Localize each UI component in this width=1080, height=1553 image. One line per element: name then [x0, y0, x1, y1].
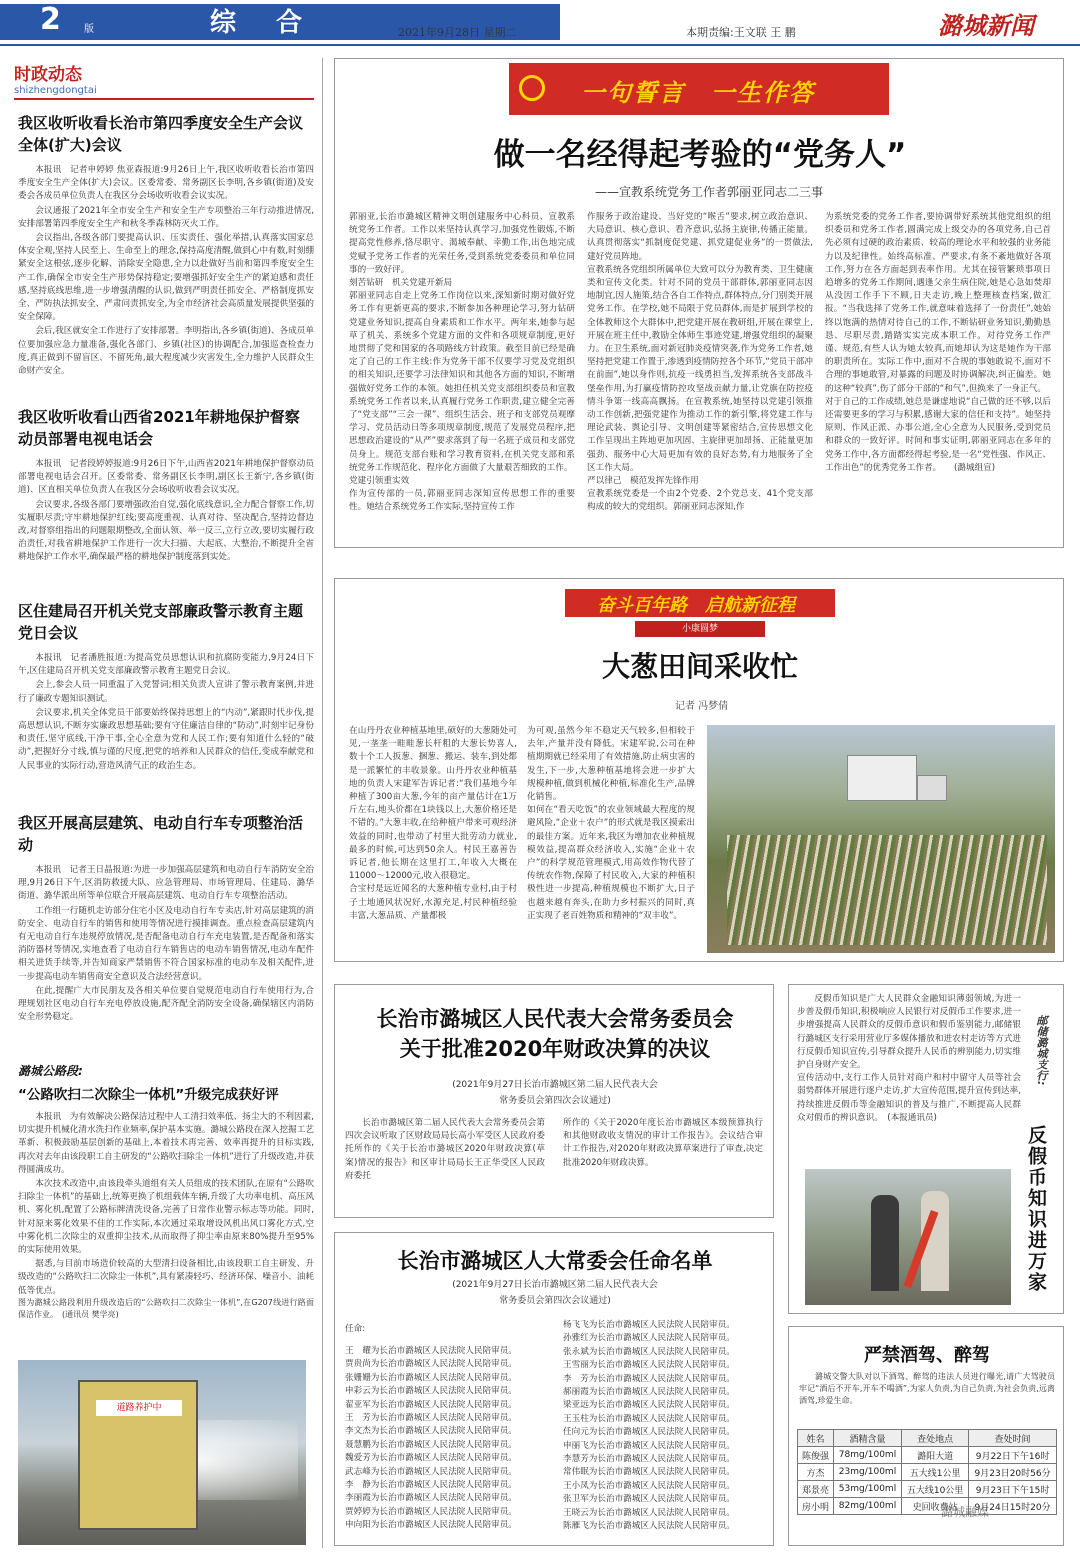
paragraph: 本报讯 记者王日晶报道:为进一步加强高层建筑和电动自行车消防安全治理,9月26日下午,区消防救援大队、应急管理局、市场管理局、住建局、潞华街道、潞华派出所等单位联合开展高层建筑、电动自行车专项整治活动。	[18, 865, 314, 902]
feature2-byline: 记者 冯梦倩	[675, 701, 729, 712]
article-headline: 我区收听收看长治市第四季度安全生产会议全体(扩大)会议	[18, 114, 304, 154]
appointee: 魏爱芳为长治市潞城区人民法院人民陪审员。	[345, 1453, 517, 1464]
appointee: 孙雅红为长治市潞城区人民法院人民陪审员。	[563, 1333, 735, 1344]
paragraph: 本报讯 记者申婷婷 焦亚森报道:9月26日上午,我区收听收看长治市第四季度安全生产全体(扩大)会议。区委常委、常务副区长李明,各乡镇(街道)及安委会各成员单位负责人在我区分会场收听收看会议实况。	[18, 165, 314, 202]
resolution-title-line2: 关于批准2020年财政决算的决议	[399, 1037, 711, 1061]
mist-spray	[198, 1420, 298, 1500]
article-body	[18, 458, 314, 583]
appointee: 武志峰为长治市潞城区人民法院人民陪审员。	[345, 1466, 517, 1477]
party-emblem-icon	[519, 75, 545, 101]
table-row	[798, 1447, 1057, 1464]
feature-subheadline: ——宣教系统党务工作者郭丽亚同志二三事	[595, 185, 824, 199]
paragraph: 会后,我区就安全工作进行了安排部署。李明指出,各乡镇(街道)、各成员单位要加强应急力量准备,强化各部门、乡镇(社区)的协调配合,加强巡查检查力度,真正做到不留盲区、不留死角,最大程度减少灾害发生,全力维护人民群众生命财产安全。	[18, 326, 314, 377]
appointee: 王小凤为长治市潞城区人民法院人民陪审员。	[563, 1480, 735, 1491]
appointee: 王雪丽为长治市潞城区人民法院人民陪审员。	[563, 1360, 735, 1371]
article-body	[18, 1111, 314, 1296]
article-farmland	[18, 406, 314, 583]
column-title: 时政动态	[14, 65, 82, 85]
article-headline: “公路吹扫二次除尘一体机”升级完成获好评	[18, 1087, 279, 1103]
feature-banner	[509, 63, 889, 115]
appointment-list-1	[345, 1345, 549, 1533]
feature-column-1: 郭丽亚,长治市潞城区精神文明创建服务中心科员、宣教系统党务工作者。工作以来坚持认真学习,加强党性锻炼,不断提高党性修养,恪尽职守、渴城奉献、幸勤工作,出色地完成党赋予党务工作者的光荣任务,受到系统党委委员和单位同事的一致好评。 刻苦钻研 机关党建开新局 郭丽亚同志自走上党务工作岗位以来,深知新时期对做好党务工作有更新更高的要求,不断参加各种理论学习,努力钻研党建业务知识,提高自身素质和工作水平。两年来,她参与起草了机关、系统多个党建方面的文件和各项规章制度,更好地贯彻了党和国家的各项路线方针政策。截至目前已经是确定了自己的工作主线:作为党务干部不仅要学习党及党组织的相关知识,还要学习法律知识和其他各方面的知识,不断增强做好党务工作的本领。她担任机关党支部组织委员和宣教系统党务工作者以来,认真履行党务工作职责,建立健全完善了“党支部”“三会一课”、组织生活会、班子和支部党员观摩学习、党员活动日等多项规章制度,规范了发展党员程序,把思想政治建设的“从严”要求落到了每一名班子成员和支部党员身上。规范支部台账和学习教育资料,在机关党支部和系统党务工作规范化、程序化方面做了大量艰苦细致的工作。 党建引领重实效 作为宣传部的一员,郭丽亚同志深知宣传思想工作的重要性。她结合系统党务工作实际,坚持宣传工作	[349, 212, 575, 513]
article-safety	[18, 112, 314, 377]
article-headline: 我区开展高层建筑、电动自行车专项整治活动	[18, 814, 304, 854]
banner-slogan: 一句誓言 一生作答	[581, 78, 815, 107]
appointee: 常伟眠为长治市潞城区人民法院人民陪审员。	[563, 1467, 735, 1478]
article-body	[18, 164, 314, 377]
appointee: 李文杰为长治市潞城区人民法院人民陪审员。	[345, 1426, 517, 1437]
table-cell: 陈俊强	[798, 1447, 834, 1464]
resolution-column-1: 长治市潞城区第二届人民代表大会常务委员会第四次会议听取了区财政局局长高小军受区人民政府委托所作的《关于长治市潞城区2020年财政决算(草案)情况的报告》和区审计局局长王正华受区人民政府委托	[345, 1118, 545, 1181]
table-cell: 9月23日20时56分	[969, 1464, 1057, 1481]
feature2-headline: 大葱田间采收忙	[601, 650, 798, 683]
drunk-driving-intro: 潞城交警大队对以下酒驾、醉驾的违法人员进行曝光,请广大驾驶员牢记“酒后不开车,开车不喝酒”,为家人负责,为自己负责,为社会负责,远离酒驾,珍爱生命。	[799, 1372, 1055, 1405]
postal-vertical-title: 反假币知识进万家	[1025, 1125, 1047, 1293]
appointment-sub-line2: 常务委员会第四次会议通过)	[499, 1296, 611, 1306]
paragraph: 会上,参会人员一同重温了入党誓词;相关负责人宣讲了警示教育案例,并进行了廉政专题知识测试。	[18, 680, 314, 704]
person-shape	[871, 1195, 899, 1291]
drunk-driving-box	[788, 1326, 1064, 1546]
article-body	[18, 864, 314, 1034]
appointee: 张姗姗为长治市潞城区人民法院人民陪审员。	[345, 1372, 517, 1383]
table-row	[798, 1464, 1057, 1481]
article-body	[18, 652, 314, 792]
article-kicker: 潞城公路段:	[18, 1064, 83, 1078]
appointee: 张卫军为长治市潞城区人民法院人民陪审员。	[563, 1494, 735, 1505]
appointee: 梁亚远为长治市潞城区人民法院人民陪审员。	[563, 1400, 735, 1411]
feature2-column-2: 为可观,虽然今年不稳定天气较多,但相较于去年,产量并没有降低。宋建军说,公司在种植期期就已经采用了有效措施,防止病虫害的发生,下一步,大葱种植基地将会进一步扩大规模种植,做到机械化种植,标准化生产,品牌化销售。 如何在“看天吃饭”的农业领域最大程度的规避风险,“企业＋农户”的形式就是我区摸索出的最佳方案。近年来,我区为增加农业种植规模效益,提高群众经济收入,实施“企业＋农户”的科学规范管理模式,用高效作物代替了传统农作物,保障了村民收入,大家的种植积极性进一步提高,种植规模也不断扩大,日子也越来越有奔头,在助力乡村振兴的同时,真正实现了老百姓物质和精神的“双丰收”。	[527, 726, 695, 921]
appointee: 王 耀为长治市潞城区人民法院人民陪审员。	[345, 1346, 517, 1356]
appointee: 张永斌为长治市潞城区人民法院人民陪审员。	[563, 1346, 735, 1357]
column-divider	[322, 58, 323, 1548]
paragraph: 本次技术改造中,由该段牵头道组有关人员组成的技术团队,在原有“公路吹扫除尘一体机”的基础上,统筹更换了机组载体车辆,升级了大功率电机、高压风机、雾化机,配置了公路标牌清洗设备,完善了日常作业警示标志等功能。同时,针对原来雾化效果不佳的工作实际,本次通过采取增设风机出风口雾化方式,空中雾化机二次除尘的双重抑尘技术,从而取得了抑尘率由原来80%提升至95%的实际使用效果。	[18, 1179, 314, 1256]
appointee: 贾贵尚为长治市潞城区人民法院人民陪审员。	[345, 1359, 517, 1370]
appointee: 聂慧鹏为长治市潞城区人民法院人民陪审员。	[345, 1439, 517, 1450]
table-cell: 史回收费站	[902, 1498, 969, 1515]
appointment-label: 任命:	[345, 1324, 366, 1334]
appointee: 任向元为长治市潞城区人民法院人民陪审员。	[563, 1427, 735, 1438]
table-row	[798, 1481, 1057, 1498]
appointment-box	[334, 1232, 774, 1546]
article-headline: 区住建局召开机关党支部廉政警示教育主题党日会议	[18, 602, 304, 642]
resolution-box	[334, 984, 774, 1218]
postal-bank-photo	[805, 1169, 1011, 1305]
appointee: 申向阳为长治市潞城区人民法院人民陪审员。	[345, 1520, 517, 1531]
table-cell: 五大线1公里	[902, 1464, 969, 1481]
table-row	[798, 1498, 1057, 1515]
paragraph: 会议指出,各级各部门要提高认识、压实责任、强化举措,认真落实国家总体安全观,坚持人民至上、生命至上的理念,保持高度清醒,做到心中有数,时刻绷紧安全这根弦,逐步化解、消除安全隐患,全力以赴做好当前和第四季度安全生产工作,确保全市安全生产形势保持稳定;要增强抓好安全生产的紧迫感和责任感,坚持底线思维,进一步增强清醒的认识,做到严明责任抓安全、严格制度抓安全、严防执法抓安全、严肃问责抓安全,为全市经济社会高质量发展提供坚强的安全保障。	[18, 233, 314, 323]
feature-column-2: 作服务于政治建设、当好党的“喉舌”要求,树立政治意识、大局意识、核心意识、看齐意识,弘扬主旋律,传播正能量。认真贯彻落实“抓制度促党建、抓党建促业务”的一贯做法,建好党员阵地。 宣教系统各党组织所属单位大致可以分为教育类、卫生健康类和宣传文化类。针对不同的党员干部群体,郭丽亚同志因地制宜,因人施策,结合各自工作特点,群体特点,分门别类开展党务工作。在学校,她不局限于党员群体,而是扩展到学校的全体教师这个大群体中,把党建开展在教研组,开展在课堂上,开展在班主任中,教励全体师生事迹党建,增强党组织的凝聚力。在卫生系统,面对新冠肺炎疫情突袭,作为党务工作者,她坚持把党建工作置于,渗透到疫情防控各个环节,“党员干部冲在前面”,她以身作则,抗疫一线勇担当,发挥系统各支部战斗堡垒作用,为打赢疫情防控攻坚战贡献力量,让党旗在防控疫情斗争第一线高高飘扬。在宣教系统,她坚持以党建引领推动工作创新,把强党建作为推动工作的新引擎,将党建工作与理论武装、舆论引导、文明创建等紧密结合,宣传思想文化工作呈现出主阵地更加巩固、主旋律更加昂扬、正能量更加强劲、服务中心大局更加有效的良好态势,有力地服务了全区工作大局。 严以律己 模范发挥先锋作用 宣教系统党委是一个由2个党委、2个党总支、41个党支部构成的较大的党组织。郭丽亚同志深知,作	[587, 212, 813, 513]
appointee: 李 芳为长治市潞城区人民法院人民陪审员。	[563, 1373, 735, 1384]
drunk-driving-title: 严禁酒驾、醉驾	[864, 1345, 990, 1366]
appointment-sub-line1: (2021年9月27日长治市潞城区第二届人民代表大会	[452, 1280, 658, 1290]
appointee: 申丽飞为长治市潞城区人民法院人民陪审员。	[563, 1440, 735, 1451]
scallion-pile	[727, 835, 1047, 945]
drunk-driving-table	[797, 1429, 1057, 1515]
paragraph: 据悉,与目前市场造价较高的大型清扫设备相比,由该段职工自主研发、升级改造的“公路吹扫二次除尘一体机”,具有紧凑轻巧、经济环保、噪音小、油耗低等优点。	[18, 1259, 314, 1296]
editors: 本期责编:王文联 王 鹏	[686, 26, 796, 39]
watermark: 潞城融媒	[941, 1505, 990, 1519]
appointee: 李 静为长治市潞城区人民法院人民陪审员。	[345, 1480, 517, 1491]
newspaper-logo: 潞城新闻	[938, 11, 1034, 40]
resolution-column-2: 所作的《关于2020年度长治市潞城区本级预算执行和其他财政收支情况的审计工作报告》。会议结合审计工作报告,对2020年财政决算草案进行了审查,决定批准2020年财政决算。	[563, 1118, 763, 1168]
table-cell: 9月22日下午16时	[969, 1447, 1057, 1464]
issue-date: 2021年9月28日 星期二	[398, 26, 517, 39]
table-cell: 9月23日下午15时	[969, 1481, 1057, 1498]
appointee: 郝丽霞为长治市潞城区人民法院人民陪审员。	[563, 1387, 735, 1398]
paragraph: 工作组一行随机走访部分住宅小区及电动自行车专卖店,针对高层建筑的消防安全、电动自行车的销售和使用等情况进行摸排调查。重点检查高层建筑内有无电动自行车违规停放情况,是否配备电动自行车充电装置,是否配备和落实消防器材等情况,实地查看了电动自行车销售店的电动车销售情况,电动车配件相关进货手续等,并告知商家严禁销售不符合国家标准的电动车及相关配件,进一步提高电动车销售商安全意识及合法经营意识。	[18, 905, 314, 982]
article-fire-safety	[18, 812, 314, 1034]
table-header: 姓名	[798, 1430, 834, 1447]
table-cell: 9月24日15时20分	[969, 1498, 1057, 1515]
table-header: 酒精含量	[833, 1430, 901, 1447]
postal-bank-box	[788, 984, 1064, 1314]
feature-scallion-harvest	[334, 578, 1064, 962]
resolution-title-line1: 长治市潞城区人民代表大会常务委员会	[376, 1007, 734, 1031]
appointee: 王玉柱为长治市潞城区人民法院人民陪审员。	[563, 1413, 735, 1424]
edition-label: 版	[84, 24, 94, 35]
feature-headline: 做一名经得起考验的“党务人”	[493, 137, 907, 173]
feature2-banner	[565, 589, 835, 617]
edition-number: 2	[40, 2, 61, 37]
appointee: 王 芳为长治市潞城区人民法院人民陪审员。	[345, 1413, 517, 1424]
appointee: 翟亚军为长治市潞城区人民法院人民陪审员。	[345, 1399, 517, 1410]
table-header: 查处地点	[902, 1430, 969, 1447]
banner-slogan: 奋斗百年路 启航新征程	[597, 595, 795, 616]
truck-sign: 道路养护中	[96, 1400, 182, 1416]
appointee: 杨飞飞为长治市潞城区人民法院人民陪审员。	[563, 1320, 735, 1330]
table-cell: 53mg/100ml	[833, 1481, 901, 1498]
table-cell: 78mg/100ml	[833, 1447, 901, 1464]
appointee: 贾婷婷为长治市潞城区人民法院人民陪审员。	[345, 1506, 517, 1517]
paragraph: 本报讯 记者潘胜报道:为提高党员思想认识和抗腐防变能力,9月24日下午,区住建局召开机关党支部廉政警示教育主题党日会议。	[18, 653, 314, 677]
paragraph: 本报讯 为有效解决公路保洁过程中人工清扫效率低、扬尘大的不利因素,切实提升机械化清水洗扫作业频率,保护基本实施。潞城公路段在深入挖掘工艺革新、积极鼓励基层创新的基础上,本着技术再完善、效率再提升的目标实践,再次对去年由该段职工自主研发的“公路吹扫除尘一体机”进行了升级改造,并获得圆满成功。	[18, 1112, 314, 1175]
table-header: 查处时间	[969, 1430, 1057, 1447]
appointee: 陈雁飞为长治市潞城区人民法院人民陪审员。	[563, 1521, 735, 1532]
column-header	[14, 60, 314, 100]
appointee: 王晓云为长治市潞城区人民法院人民陪审员。	[563, 1507, 735, 1518]
feature2-column-1: 在山丹丹农业种植基地里,硕好的大葱随处可见,一垄垄一畦畦葱长杆粗的大葱长势喜人,数十个工人扳葱、捆葱、搬运、装车,到处都是一派繁忙的丰收景象。山丹丹农业种植基地的负责人宋建军告诉记者:“我们基地今年种植了300亩大葱,今年的亩产量估计在1万斤左右,地头价都在1块钱以上,大葱价格还是不错的。”大葱丰收,在给种植户带来可观经济效益的同时,也带动了村里大批劳动力就业,最多的时候,可达到50余人。村民王嘉善告诉记者,他长期在这里打工,年收入大概在11000～12000元,收入很稳定。 合宝村是远近闻名的大葱种植专业村,由于村子土地通风状况好,水源充足,村民种植经验丰富,大葱品质、产量都极	[349, 726, 517, 921]
paragraph: 在此,提醒广大市民朋友及各相关单位要自觉规范电动自行车使用行为,合理规划社区电动自行车充电停放设施,配齐配全消防安全设备,确保辖区内消防安全形势稳定。	[18, 985, 314, 1023]
truck-shape	[847, 755, 917, 801]
table-cell: 五大线10公里	[902, 1481, 969, 1498]
resolution-sub-line2: 常务委员会第四次会议通过)	[499, 1096, 611, 1106]
appointee: 申彩云为长治市潞城区人民法院人民陪审员。	[345, 1386, 517, 1397]
masthead-rule	[0, 44, 1080, 46]
table-cell: 23mg/100ml	[833, 1464, 901, 1481]
postal-vertical-kicker: 邮储潞城支行:	[1035, 1015, 1048, 1086]
paragraph: 本报讯 记者段婷婷报道:9月26日下午,山西省2021年耕地保护督察动员部署电视电话会召开。区委常委、常务副区长李明,副区长王新宁,各乡镇(街道)、区直相关单位负责人在我区分会场收听收看会议实况。	[18, 459, 314, 496]
table-cell: 郑景亮	[798, 1481, 834, 1498]
road-cleaner-photo	[18, 1360, 306, 1545]
article-road-cleaner	[18, 1062, 314, 1325]
paragraph: 会议要求,各级各部门要增强政治自觉,强化底线意识,全力配合督察工作,切实履职尽责;守牢耕地保护红线;要高度重视、认真对待、坚决配合,坚持边督边改,对督察组指出的问题限期整改,全面认领、举一反三,立行立改,要切实履行政治责任,对我省耕地保护工作进行一次大扫描、大起底、大整治,不断提升全省耕地保护工作水平,确保最严格的耕地保护制度落到实处。	[18, 499, 314, 563]
table-cell: 房小明	[798, 1498, 834, 1515]
article-headline: 我区收听收看山西省2021年耕地保护督察动员部署电视电话会	[18, 408, 300, 448]
table-cell: 方杰	[798, 1464, 834, 1481]
appointee: 李慧芳为长治市潞城区人民法院人民陪审员。	[563, 1454, 735, 1465]
section-name: 综合	[210, 8, 343, 38]
feature-column-3: 为系统党委的党务工作者,要协调带好系统其他党组织的组织委员和党务工作者,圆满完成上级交办的各项党务,自己首先必须有过硬的政治素质、较高的理论水平和较强的业务能力以及纪律性。始终高标准、严要求,有条不紊地做好各项工作,努力在各方面起到表率作用。尤其在接管繁琐事项日趋增多的党务工作期间,遇逢父亲生病住院,她是心急如焚却从没因工作手下不顾,日夫走访,晚上整理核查档案,做汇报。“当我选择了党务工作,就意味着选择了一份责任”,她始终以饱满的热情对待自己的工作,不断钻研业务知识,勤勤恳恳、尽职尽责,踏踏实实完成本职工作。对待党务工作严谨、规范,有些人认为她太较真,而她却认为这是她作为干部的职责所在。实际工作中,面对不合规的事她敢说不,面对不合理的事她敢管,对暴露的问题及时协调解决,纠正偏差。她的这种“较真”,伤了部分干部的“和气”,但换来了一身正气。 对于自己的工作成绩,她总是谦虚地说“自己做的还不够,以后还需要更多的学习与积累,感谢大家的信任和支持”。她坚持原则、作风正派、办事公道,全心全意为人民服务,受到党员和群众的一致好评。时间和事实证明,郭丽亚同志在多年的党务工作中,各方面都经得起考验,是一名“党性强、作风正、工作出色”的优秀党务工作者。 (潞城组宣)	[825, 212, 1051, 473]
article-housing-bureau	[18, 600, 314, 792]
paragraph: 会议通报了2021年全市安全生产和安全生产专项整治三年行动推进情况,安排部署第四季度安全生产和秋冬季森林防灭火工作。	[18, 205, 314, 229]
table-cell: 82mg/100ml	[833, 1498, 901, 1515]
table-header-row	[798, 1430, 1057, 1447]
column-rule	[14, 98, 314, 100]
column-pinyin: shizhengdongtai	[14, 85, 97, 96]
masthead	[0, 0, 1080, 48]
table-cell: 潞阳大道	[902, 1447, 969, 1464]
truck-cab-shape	[917, 775, 947, 801]
postal-bank-text: 反假币知识是广大人民群众金融知识薄弱领域,为进一步普及假币知识,积极响应人民银行对反假币工作要求,进一步增强提高人民群众的反假币意识和假币鉴别能力,邮储银行潞城区支行采用营业厅多媒体播放和进农村走访等方式进行反假币知识宣传,引导群众提升人民币的辨别能力,切实维护自身财产安全。 宣传活动中,支行工作人员针对商户和村中留守人员等社会弱势群体开展进行逐户走访,扩大宣传范围,提升宣传到达率,持续推进反假币等金融知识的普及与推广,不断提高人民群众对假币的辨识意识。 (本报通讯员)	[797, 994, 1021, 1123]
harvest-photo	[707, 725, 1055, 953]
feature2-subbanner: 小康圆梦	[635, 621, 765, 637]
feature-party-worker	[334, 58, 1064, 548]
photo-caption: 图为潞城公路段利用升级改造后的“公路吹扫二次除尘一体机”,在G207线进行路面保洁作业。 (通讯员 樊学亮)	[18, 1298, 314, 1319]
appointment-title: 长治市潞城区人大常委会任命名单	[397, 1249, 713, 1273]
appointee: 李丽霞为长治市潞城区人民法院人民陪审员。	[345, 1493, 517, 1504]
paragraph: 会议要求,机关全体党员干部要始终保持思想上的“内动”,紧跟时代步伐,提高思想认识,不断夯实廉政思想基础;要有守住廉洁自律的“防动”,时刻牢记身份和责任,坚守底线,干净干事,全心全意为党和人民工作;要有知道什么轻的“破动”,把握好分寸线,慎与谨的尺度,把党的培养和人民群众的信任,变成奉献党和人民事业的实际行动,营造风清气正的政治生态。	[18, 707, 314, 771]
resolution-sub-line1: (2021年9月27日长治市潞城区第二届人民代表大会	[452, 1080, 658, 1090]
appointment-list-2	[563, 1319, 767, 1534]
